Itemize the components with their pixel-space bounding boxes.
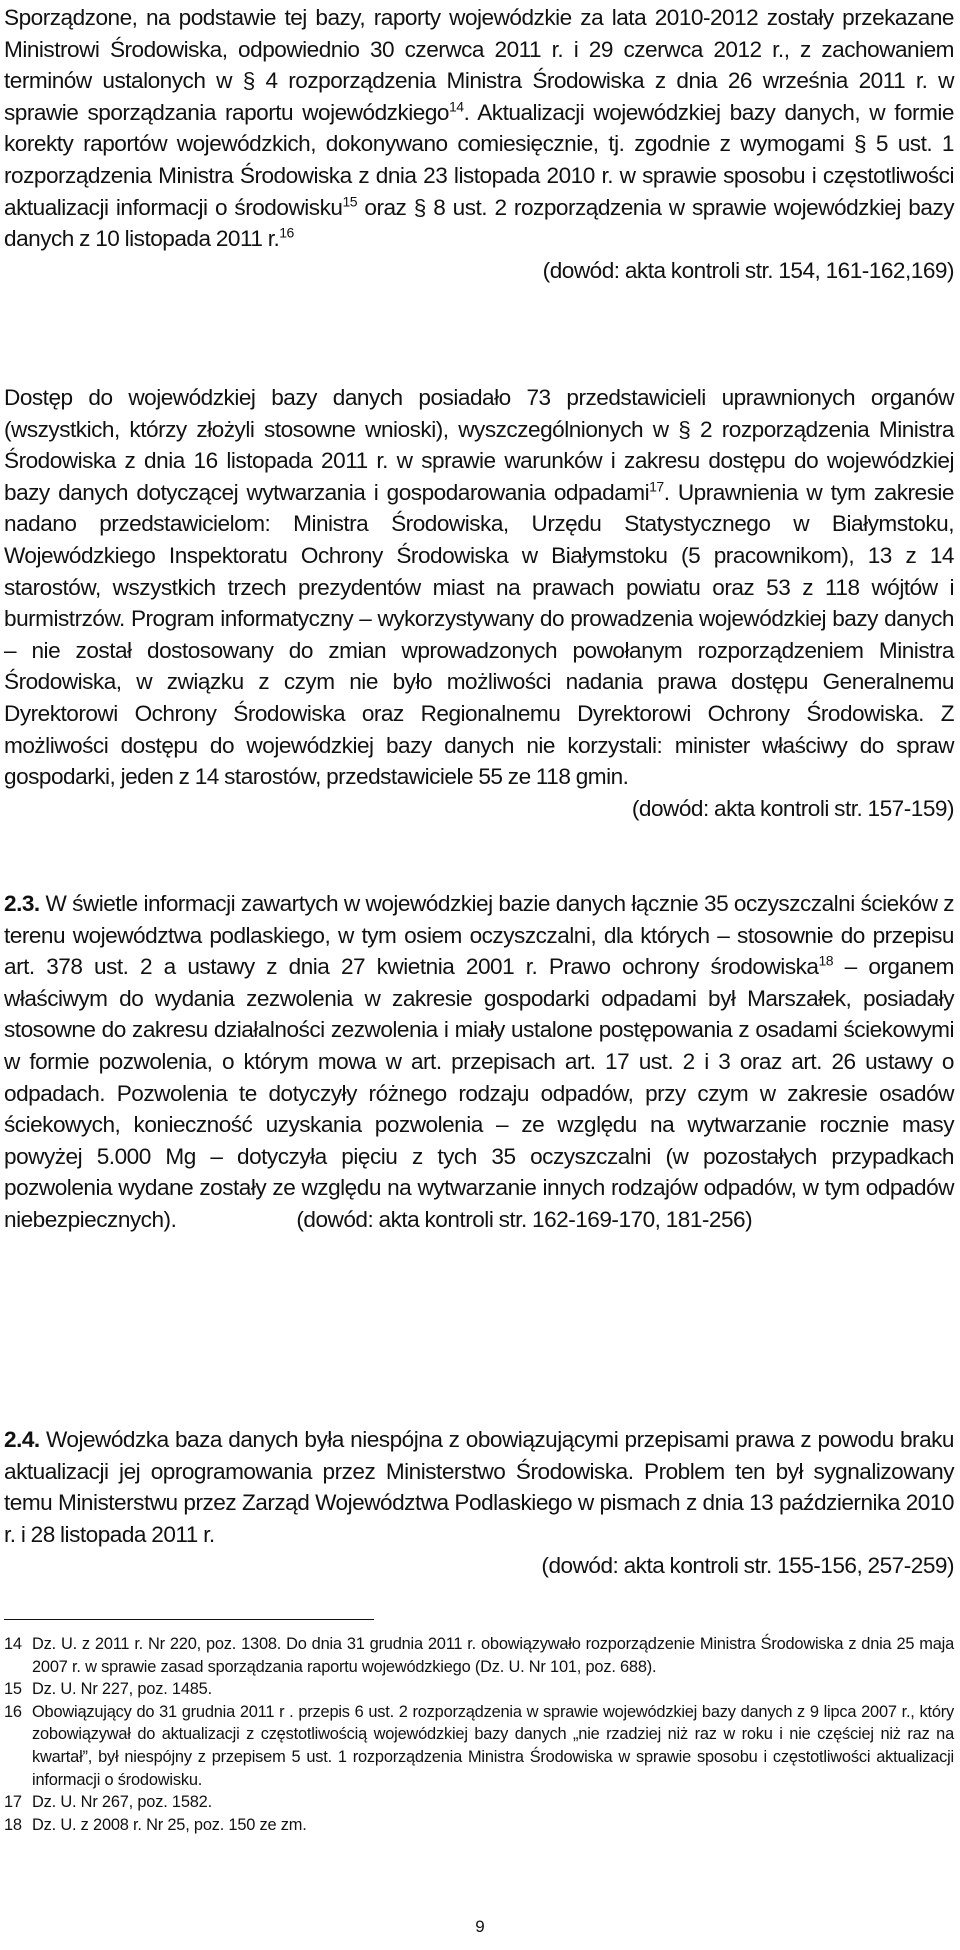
- paragraph-text: . Aktualizacji wojewódzkiej bazy danych, w formie korekty raportów wojewódzkich, dokonywano comiesięcznie, tj. zgodnie z wymogami § 5 ust. 1 rozporządzenia Ministra Środowiska z dnia 23 listopada 2010 r. w sprawie sposobu i częstotliwości aktualizacji informacji o środowisku: [4, 99, 954, 220]
- section-number: 2.3.: [4, 891, 40, 916]
- footnote-item: [4, 1701, 954, 1791]
- evidence-reference: (dowód: akta kontroli str. 154, 161-162,169): [542, 257, 954, 283]
- footnote-item: [4, 1814, 954, 1837]
- footnote-text: Dz. U. z 2011 r. Nr 220, poz. 1308. Do dnia 31 grudnia 2011 r. obowiązywało rozporządzenie Ministra Środowiska z dnia 25 maja 2007 r. w sprawie zasad sporządzania raportu wojewódzkiego (Dz. U. Nr 101, poz. 688).: [32, 1635, 954, 1676]
- footnote-text: Dz. U. Nr 227, poz. 1485.: [32, 1680, 212, 1699]
- footnote-text: Obowiązujący do 31 grudnia 2011 r . przepis 6 ust. 2 rozporządzenia w sprawie wojewódzkiej bazy danych z 9 lipca 2007 r., który zobowiązywał do aktualizacji z częstotliwością wojewódzkiej bazy danych „nie rzadziej niż raz w roku i nie częściej niż raz na kwartał”, był niespójny z przepisem 5 ust. 1 rozporządzenia Ministra Środowiska w sprawie sposobu i częstotliwości aktualizacji informacji o środowisku.: [32, 1702, 954, 1789]
- footnote-ref: 17: [649, 478, 664, 495]
- paragraph-section-2-3: [4, 888, 954, 1236]
- footnote-number: 17: [4, 1793, 22, 1812]
- footnote-ref: 18: [818, 952, 834, 969]
- paragraph-text: Dostęp do wojewódzkiej bazy danych posiadało 73 przedstawicieli uprawnionych organów (wszystkich, którzy złożyli stosowne wnioski), wyszczególnionych w § 2 rozporządzenia Ministra Środowiska z dnia 16 listopada 2011 r. w sprawie warunków i zakresu dostępu do wojewódzkiej bazy danych dotyczącej wytwarzania i gospodarowania odpadami: [4, 385, 954, 505]
- footnotes: [4, 1633, 954, 1836]
- paragraph-text: oraz § 8 ust. 2 rozporządzenia w sprawie wojewódzkiej bazy danych z 10 listopada 2011 r.: [4, 194, 954, 252]
- page-number: 9: [475, 1917, 485, 1936]
- paragraph-text: . Uprawnienia w tym zakresie nadano przedstawicielom: Ministra Środowiska, Urzędu Statystycznego w Białymstoku, Wojewódzkiego Inspektoratu Ochrony Środowiska w Białymstoku (5 pracownikom), 13 z 14 starostów, wszystkich trzech prezydentów miast na prawach powiatu oraz 53 z 118 wójtów i burmistrzów. Program informatyczny – wykorzystywany do prowadzenia wojewódzkiej bazy danych – nie został dostosowany do zmian wprowadzonych powołanym rozporządzeniem Ministra Środowiska, w związku z czym nie było możliwości nadania prawa dostępu Generalnemu Dyrektorowi Ochrony Środowiska oraz Regionalnemu Dyrektorowi Ochrony Środowiska. Z możliwości dostępu do wojewódzkiej bazy danych nie korzystali: minister właściwy do spraw gospodarki, jeden z 14 starostów, przedstawiciele 55 ze 118 gmin.: [4, 479, 954, 790]
- footnote-item: [4, 1678, 954, 1701]
- paragraph-section-2-4: [4, 1424, 954, 1582]
- evidence-reference: (dowód: akta kontroli str. 157-159): [631, 795, 954, 821]
- footnote-number: 15: [4, 1680, 22, 1699]
- footnote-separator: [4, 1619, 374, 1620]
- footnote-item: [4, 1791, 954, 1814]
- paragraph-text: Wojewódzka baza danych była niespójna z obowiązującymi przepisami prawa z powodu braku aktualizacji jej oprogramowania przez Ministerstwo Środowiska. Problem ten był sygnalizowany temu Ministerstwu przez Zarząd Województwa Podlaskiego w pismach z dnia 13 października 2010 r. i 28 listopada 2011 r.: [4, 1427, 954, 1547]
- footnote-text: Dz. U. Nr 267, poz. 1582.: [32, 1793, 212, 1812]
- footnote-ref: 15: [342, 192, 358, 209]
- evidence-reference: (dowód: akta kontroli str. 162-169-170, 181-256): [296, 1206, 753, 1232]
- footnote-ref: 16: [279, 224, 294, 241]
- section-number: 2.4.: [4, 1427, 40, 1452]
- footnote-ref: 14: [448, 98, 464, 115]
- footnote-number: 18: [4, 1815, 22, 1834]
- paragraph-database-access: [4, 382, 954, 824]
- footnote-text: Dz. U. z 2008 r. Nr 25, poz. 150 ze zm.: [32, 1815, 307, 1834]
- paragraph-text: – organem właściwym do wydania zezwolenia w zakresie gospodarki odpadami był Marszałek, posiadały stosowne do zakresu działalności zezwolenia i miały ustalone postępowania z osadami ściekowymi w formie pozwolenia, o którym mowa w art. przepisach art. 17 ust. 2 i 3 oraz art. 26 ustawy o odpadach. Pozwolenia te dotyczyły różnego rodzaju odpadów, przy czym w zakresie osadów ściekowych, konieczność uzyskania pozwolenia – ze względu na wytwarzanie rocznie masy powyżej 5.000 Mg – dotyczyła pięciu z tych 35 oczyszczalni (w pozostałych przypadkach pozwolenia wydane zostały ze względu na wytwarzanie innych rodzajów odpadów, w tym odpadów niebezpiecznych).: [4, 954, 954, 1232]
- footnote-number: 16: [4, 1702, 22, 1721]
- footnote-item: [4, 1633, 954, 1678]
- paragraph-regional-reports: [4, 2, 954, 286]
- footnote-number: 14: [4, 1635, 22, 1653]
- evidence-reference: (dowód: akta kontroli str. 155-156, 257-259): [541, 1553, 954, 1579]
- paragraph-text: Sporządzone, na podstawie tej bazy, raporty wojewódzkie za lata 2010-2012 zostały przekazane Ministrowi Środowiska, odpowiednio 30 czerwca 2011 r. i 29 czerwca 2012 r., z zachowaniem terminów ustalonych w § 4 rozporządzenia Ministra Środowiska z dnia 26 września 2011 r. w sprawie sporządzania raportu wojewódzkiego: [4, 5, 954, 125]
- paragraph-text: W świetle informacji zawartych w wojewódzkiej bazie danych łącznie 35 oczyszczalni ścieków z terenu województwa podlaskiego, w tym osiem oczyszczalni, dla których – stosownie do przepisu art. 378 ust. 2 a ustawy z dnia 27 kwietnia 2001 r. Prawo ochrony środowiska: [4, 891, 954, 980]
